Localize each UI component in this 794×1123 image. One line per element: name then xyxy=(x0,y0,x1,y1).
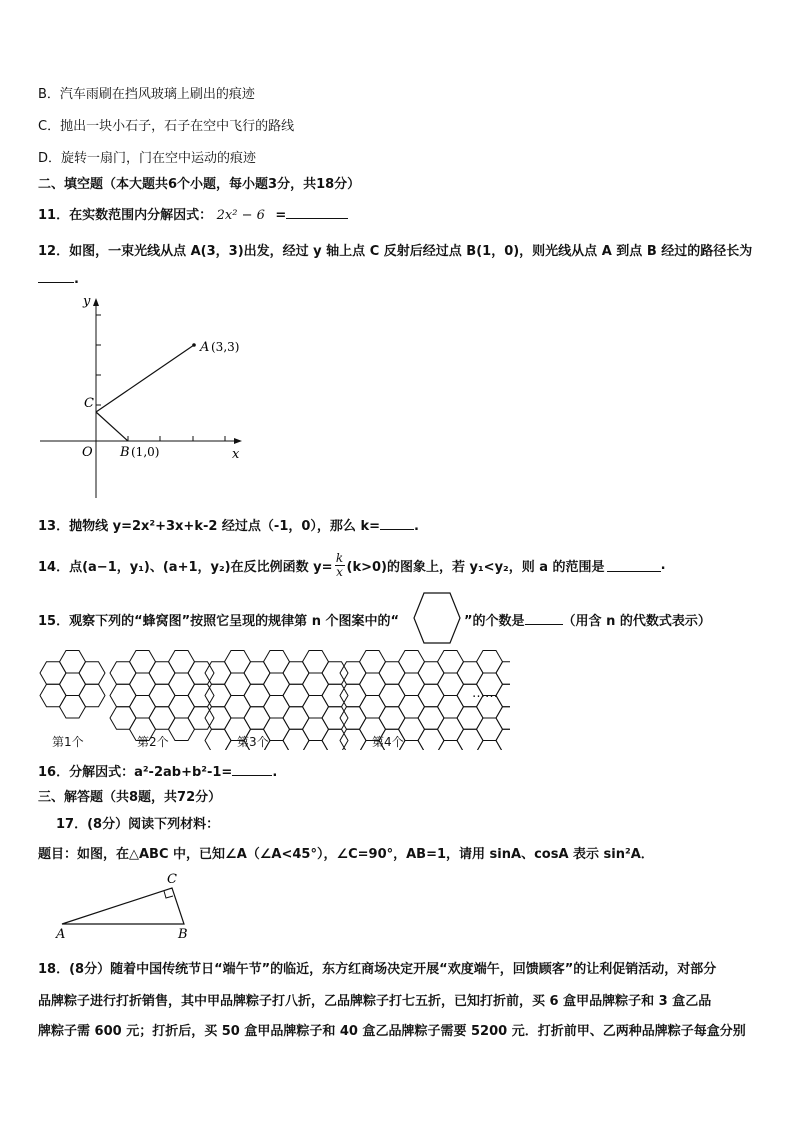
q14-fraction xyxy=(335,552,345,579)
light-ray-a-to-c xyxy=(96,345,194,412)
honeycomb-cell xyxy=(244,707,270,730)
vertex-b-label: B xyxy=(178,927,188,942)
honeycomb-cell xyxy=(79,684,105,707)
honeycomb-cell xyxy=(438,718,464,741)
point-a-coords: (3,3) xyxy=(211,340,240,354)
honeycomb-cell xyxy=(130,673,156,696)
honeycomb-cell xyxy=(264,651,290,674)
honeycomb-cell xyxy=(60,673,86,696)
question-14 xyxy=(38,548,666,582)
honeycomb-cell xyxy=(379,662,405,685)
honeycomb-cell xyxy=(477,718,503,741)
honeycomb-cell xyxy=(169,718,195,741)
honeycomb-cell xyxy=(169,651,195,674)
q11-expression: 2x² − 6 xyxy=(216,208,265,223)
honeycomb-cell xyxy=(496,662,510,685)
point-a xyxy=(192,343,196,347)
q12-coordinate-graph xyxy=(36,290,256,502)
honeycomb-cell xyxy=(303,718,329,741)
honeycomb-caption-4: 第4个 xyxy=(372,735,404,749)
honeycomb-cell xyxy=(379,707,405,730)
honeycomb-cell xyxy=(40,662,66,685)
q11-blank xyxy=(286,206,348,219)
q16-blank xyxy=(232,763,272,776)
honeycomb-cell xyxy=(438,696,464,719)
q13-end: . xyxy=(414,519,419,534)
point-b-label: B xyxy=(120,445,130,460)
q12-end: . xyxy=(74,272,79,287)
honeycomb-caption-1: 第1个 xyxy=(52,735,84,749)
honeycomb-cell xyxy=(169,696,195,719)
honeycomb-cell xyxy=(360,651,386,674)
honeycomb-caption-2: 第2个 xyxy=(137,735,169,749)
q13-text: 13．抛物线 y=2x²+3x+k-2 经过点（-1，0），那么 k= xyxy=(38,519,380,534)
question-18-line-2: 品牌粽子进行打折销售，其中甲品牌粽子打八折，乙品牌粽子打七五折，已知打折前，买 6 盒甲品牌粽子和 3 盒乙品 xyxy=(38,994,712,1009)
q11-equals: = xyxy=(275,208,287,223)
light-ray-c-to-b xyxy=(96,412,128,441)
triangle-abc xyxy=(62,888,184,924)
honeycomb-cell xyxy=(264,696,290,719)
honeycomb-cell xyxy=(399,651,425,674)
question-16 xyxy=(38,761,277,780)
option-d: D．旋转一扇门，门在空中运动的痕迹 xyxy=(38,151,257,166)
honeycomb-cell xyxy=(399,673,425,696)
section-2-heading: 二、填空题（本大题共6个小题，每小题3分，共18分） xyxy=(38,177,361,192)
question-17: 17．(8分）阅读下列材料： xyxy=(56,817,220,832)
q13-blank xyxy=(380,517,414,530)
y-axis-label: y xyxy=(83,294,91,309)
x-axis-label: x xyxy=(232,447,240,462)
point-c-label: C xyxy=(84,396,94,411)
honeycomb-cell xyxy=(244,684,270,707)
question-15-suffix xyxy=(464,610,711,629)
honeycomb-cell xyxy=(457,662,483,685)
honeycomb-cell xyxy=(360,696,386,719)
point-b-coords: (1,0) xyxy=(131,445,160,459)
honeycomb-cell xyxy=(418,662,444,685)
q14-end: . xyxy=(660,557,666,573)
honeycomb-cell xyxy=(496,707,510,730)
q15-blank xyxy=(525,612,563,625)
honeycomb-cell xyxy=(379,684,405,707)
honeycomb-cell xyxy=(283,707,309,730)
honeycomb-cell xyxy=(418,707,444,730)
honeycomb-cell xyxy=(303,673,329,696)
vertex-a-label: A xyxy=(56,927,66,942)
honeycomb-cell xyxy=(303,651,329,674)
honeycomb-cell xyxy=(418,684,444,707)
honeycomb-cell xyxy=(60,696,86,719)
right-angle-marker xyxy=(164,891,173,898)
honeycomb-cell xyxy=(149,707,175,730)
honeycomb-cell xyxy=(225,651,251,674)
honeycomb-cell xyxy=(264,673,290,696)
question-15-prefix: 15．观察下列的“蜂窝图”按照它呈现的规律第 n 个图案中的“ xyxy=(38,614,400,629)
question-12-answer xyxy=(38,270,79,287)
honeycomb-cell xyxy=(283,662,309,685)
honeycomb-ellipsis: …… xyxy=(472,686,498,701)
honeycomb-cell xyxy=(438,651,464,674)
point-a-label: A xyxy=(200,340,210,355)
q12-blank xyxy=(38,270,74,283)
honeycomb-cell xyxy=(130,696,156,719)
question-17-problem: 题目：如图，在△ABC 中，已知∠A（∠A<45°），∠C=90°，AB=1，请用 sinA、cosA 表示 sin²A． xyxy=(38,847,654,862)
option-c: C．抛出一块小石子，石子在空中飞行的路线 xyxy=(38,119,295,134)
q15-tail: （用含 n 的代数式表示） xyxy=(562,614,711,629)
q17-right-triangle xyxy=(52,868,202,943)
single-hexagon-icon xyxy=(412,590,462,646)
question-18-line-1: 18．(8分）随着中国传统节日“端午节”的临近，东方红商场决定开展“欢度端午，回馈顾客”的让利促销活动，对部分 xyxy=(38,962,717,977)
q11-text: 11．在实数范围内分解因式： xyxy=(38,208,213,223)
honeycomb-cell xyxy=(225,673,251,696)
question-11 xyxy=(38,204,348,223)
honeycomb-figures xyxy=(30,645,510,750)
honeycomb-cell xyxy=(149,662,175,685)
q16-end: . xyxy=(272,765,278,780)
q15-suffix: ”的个数是 xyxy=(464,614,525,629)
honeycomb-figure-2 xyxy=(110,651,214,741)
honeycomb-figure-3 xyxy=(205,651,348,751)
x-axis-arrow xyxy=(234,438,242,444)
honeycomb-cell xyxy=(130,651,156,674)
question-18-line-3: 牌粽子需 600 元；打折后，买 50 盒甲品牌粽子和 40 盒乙品牌粽子需要 5200 元．打折前甲、乙两种品牌粽子每盒分别 xyxy=(38,1024,746,1039)
q14-prefix: 14．点(a−1，y₁)、(a+1，y₂)在反比例函数 y= xyxy=(38,559,333,575)
vertex-c-label: C xyxy=(167,872,177,887)
honeycomb-cell xyxy=(110,684,136,707)
honeycomb-cell xyxy=(303,696,329,719)
origin-label: O xyxy=(82,445,93,460)
honeycomb-cell xyxy=(283,684,309,707)
honeycomb-cell xyxy=(399,696,425,719)
honeycomb-cell xyxy=(40,684,66,707)
honeycomb-cell xyxy=(110,707,136,730)
section-3-heading: 三、解答题（共8题，共72分） xyxy=(38,790,222,805)
honeycomb-cell xyxy=(79,662,105,685)
honeycomb-cell xyxy=(149,684,175,707)
honeycomb-cell xyxy=(60,651,86,674)
q14-blank xyxy=(607,559,661,572)
honeycomb-cell xyxy=(244,662,270,685)
honeycomb-caption-3: 第3个 xyxy=(237,735,269,749)
honeycomb-cell xyxy=(496,729,510,750)
honeycomb-cell xyxy=(225,696,251,719)
honeycomb-cell xyxy=(496,684,510,707)
honeycomb-cell xyxy=(360,673,386,696)
honeycomb-cell xyxy=(438,673,464,696)
honeycomb-cell xyxy=(457,707,483,730)
option-b: B．汽车雨刷在挡风玻璃上刷出的痕迹 xyxy=(38,87,255,102)
q14-suffix: (k>0)的图象上，若 y₁<y₂，则 a 的范围是 xyxy=(346,559,605,575)
y-axis-arrow xyxy=(93,298,99,306)
question-12: 12．如图，一束光线从点 A(3，3)出发，经过 y 轴上点 C 反射后经过点 B(1，0)，则光线从点 A 到点 B 经过的路径长为 xyxy=(38,244,753,259)
honeycomb-cell xyxy=(169,673,195,696)
question-13 xyxy=(38,515,419,534)
honeycomb-cell xyxy=(477,651,503,674)
q14-denominator: x xyxy=(336,564,343,579)
honeycomb-figure-1 xyxy=(40,651,105,719)
q16-text: 16．分解因式：a²-2ab+b²-1= xyxy=(38,765,233,780)
q14-numerator: k xyxy=(335,550,344,565)
honeycomb-cell xyxy=(110,662,136,685)
